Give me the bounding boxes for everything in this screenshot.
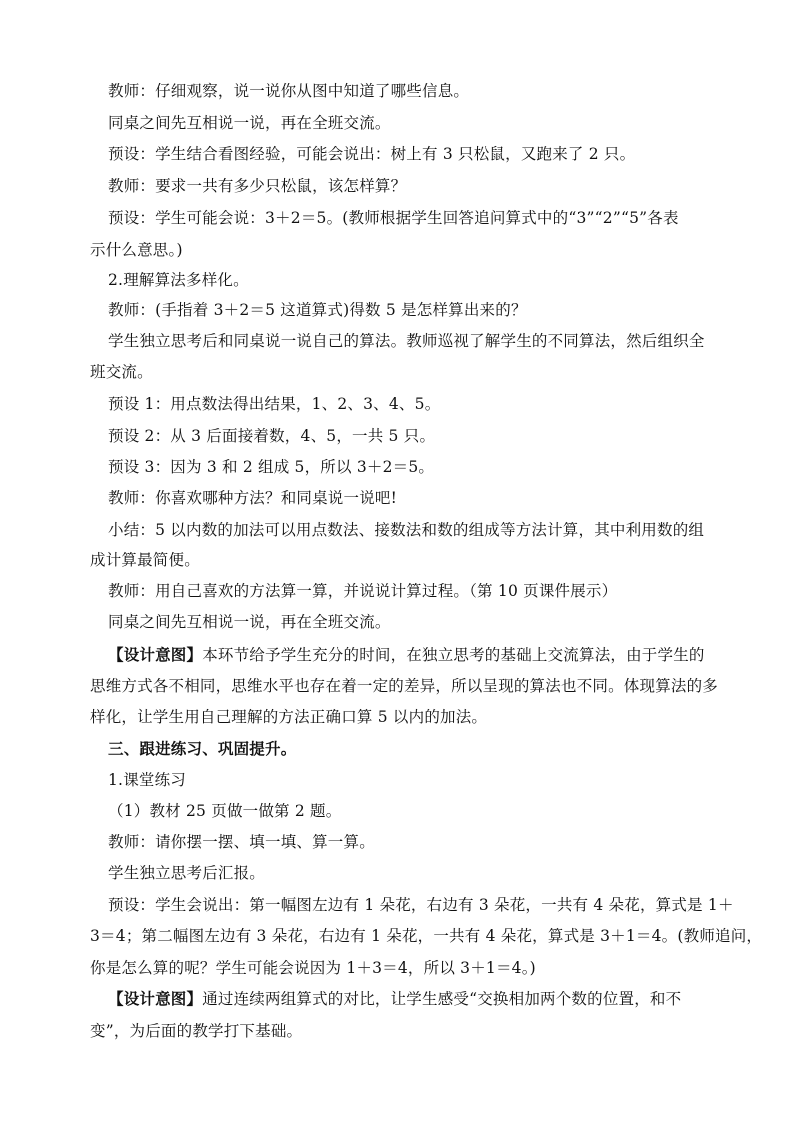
text-line: 学生独立思考后和同桌说一说自己的算法。教师巡视了解学生的不同算法，然后组织全 <box>108 332 705 350</box>
text-line: 预设：学生会说出：第一幅图左边有 1 朵花，右边有 3 朵花，一共有 4 朵花，算式是 1＋ <box>108 896 734 914</box>
text-line: 同桌之间先互相说一说，再在全班交流。 <box>108 114 391 132</box>
section-subtitle: 1.课堂练习 <box>108 771 186 789</box>
text-line: 样化，让学生用自己理解的方法正确口算 5 以内的加法。 <box>90 708 488 726</box>
text-line: 3＝4；第二幅图左边有 3 朵花，右边有 1 朵花，一共有 4 朵花，算式是 3＋1＝4。(教师追问， <box>90 927 763 945</box>
text-line: 预设 2：从 3 后面接着数，4、5，一共 5 只。 <box>108 427 436 445</box>
text-line: 教师：请你摆一摆、填一填、算一算。 <box>108 833 375 851</box>
text-line: 学生独立思考后汇报。 <box>108 864 266 882</box>
text-line: 同桌之间先互相说一说，再在全班交流。 <box>108 613 391 631</box>
text-line: 变”，为后面的教学打下基础。 <box>90 1022 303 1040</box>
text-line: 教师：(手指着 3＋2＝5 这道算式)得数 5 是怎样算出来的？ <box>108 301 527 319</box>
text-line: （1）教材 25 页做一做第 2 题。 <box>108 802 342 820</box>
text-line: 班交流。 <box>90 363 153 381</box>
section-subtitle: 2.理解算法多样化。 <box>108 271 249 289</box>
text-line: 预设：学生结合看图经验，可能会说出：树上有 3 只松鼠，又跑来了 2 只。 <box>108 145 636 163</box>
text-line: 小结：5 以内数的加法可以用点数法、接数法和数的组成等方法计算，其中利用数的组 <box>108 521 705 539</box>
design-intent-label: 【设计意图】 <box>108 645 203 664</box>
section-heading: 三、跟进练习、巩固提升。 <box>108 739 297 758</box>
design-intent-text: 通过连续两组算式的对比，让学生感受“交换相加两个数的位置，和不 <box>202 990 682 1008</box>
text-line: 成计算最简便。 <box>90 551 200 569</box>
text-line: 你是怎么算的呢？学生可能会说因为 1＋3＝4，所以 3＋1＝4。) <box>90 959 536 977</box>
text-line: 示什么意思。) <box>90 241 183 259</box>
text-line: 教师：仔细观察，说一说你从图中知道了哪些信息。 <box>108 82 470 100</box>
text-line: 教师：要求一共有多少只松鼠，该怎样算？ <box>108 177 407 195</box>
text-line: 教师：用自己喜欢的方法算一算，并说说计算过程。（第 10 页课件展示） <box>108 582 618 600</box>
text-line: 思维方式各不相同，思维水平也存在着一定的差异，所以呈现的算法也不同。体现算法的多 <box>90 677 719 695</box>
design-intent-line <box>108 645 705 665</box>
text-line: 预设 3：因为 3 和 2 组成 5，所以 3＋2＝5。 <box>108 458 435 476</box>
design-intent-line <box>108 989 681 1009</box>
text-line: 预设：学生可能会说：3＋2＝5。(教师根据学生回答追问算式中的“3”“2”“5”各表 <box>108 209 679 227</box>
text-line: 预设 1：用点数法得出结果，1、2、3、4、5。 <box>108 395 441 413</box>
design-intent-text: 本环节给予学生充分的时间，在独立思考的基础上交流算法，由于学生的 <box>202 646 705 664</box>
text-line: 教师：你喜欢哪种方法？和同桌说一说吧! <box>108 489 398 507</box>
design-intent-label: 【设计意图】 <box>108 989 203 1008</box>
